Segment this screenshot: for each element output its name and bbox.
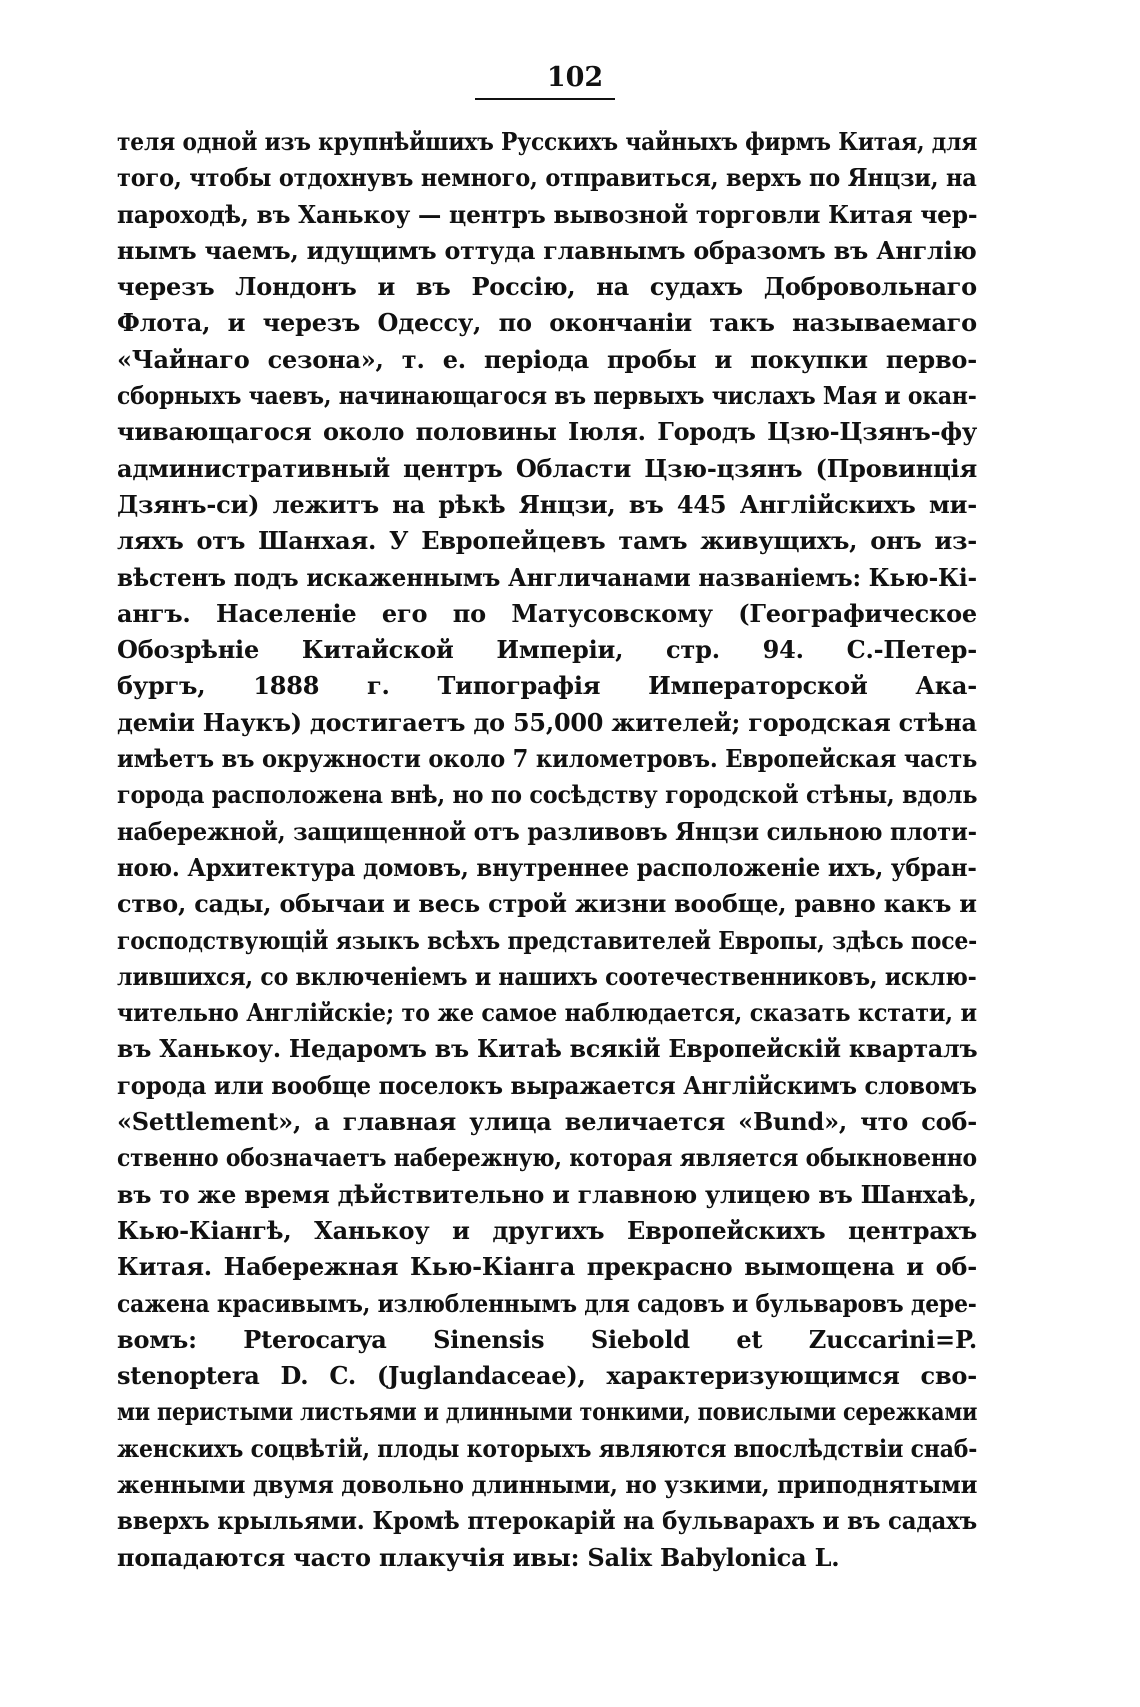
text-line: ство, сады, обычаи и весь строй жизни вообще, равно какъ и xyxy=(117,889,977,919)
text-line: Флота, и черезъ Одессу, по окончаніи такъ называемаго xyxy=(117,308,977,338)
text-line: stenoptera D. C. (Juglandaceae), характеризующимся сво- xyxy=(117,1361,977,1391)
text-line: ною. Архитектура домовъ, внутреннее расположеніе ихъ, убран- xyxy=(117,852,977,882)
text-line: нымъ чаемъ, идущимъ оттуда главнымъ образомъ въ Англію xyxy=(117,235,977,265)
text-line: Китая. Набережная Кью-Кіанга прекрасно вымощена и об- xyxy=(117,1252,977,1282)
text-line: города или вообще поселокъ выражается Англійскимъ словомъ xyxy=(117,1070,977,1100)
text-line: Дзянъ-си) лежитъ на рѣкѣ Янцзи, въ 445 Англійскихъ ми- xyxy=(117,489,977,519)
text-line: въ то же время дѣйствительно и главною улицею въ Шанхаѣ, xyxy=(117,1179,977,1209)
page-number: 102 xyxy=(546,62,604,93)
body-text xyxy=(117,124,977,1576)
text-line: теля одной изъ крупнѣйшихъ Русскихъ чайныхъ фирмъ Китая, для xyxy=(117,127,978,156)
text-line: ангъ. Населеніе его по Матусовскому (Географическое xyxy=(117,598,977,628)
text-line-last: попадаются часто плакучія ивы: Salix Babylonica L. xyxy=(117,1542,840,1572)
text-line: вѣстенъ подъ искаженнымъ Англичанами названіемъ: Кью-Кі- xyxy=(117,562,977,592)
text-line: сборныхъ чаевъ, начинающагося въ первыхъ числахъ Мая и окан- xyxy=(117,381,977,411)
text-line: деміи Наукъ) достигаетъ до 55,000 жителей; городская стѣна xyxy=(117,707,977,737)
text-line: административный центръ Области Цзю-цзянъ (Провинція xyxy=(117,453,977,483)
text-line: бургъ, 1888 г. Типографія Императорской Ака- xyxy=(117,671,977,701)
text-line: пароходѣ, въ Ханькоу — центръ вывозной торговли Китая чер- xyxy=(117,199,978,229)
page-number-rule xyxy=(475,98,615,100)
text-line: господствующій языкъ всѣхъ представителей Европы, здѣсь посе- xyxy=(117,925,978,955)
text-line: черезъ Лондонъ и въ Россію, на судахъ Добровольнаго xyxy=(117,272,977,302)
text-line: набережной, защищенной отъ разливовъ Янцзи сильною плоти- xyxy=(117,816,977,846)
text-line: ляхъ отъ Шанхая. У Европейцевъ тамъ живущихъ, онъ из- xyxy=(117,526,977,556)
text-line: лившихся, со включеніемъ и нашихъ соотечественниковъ, исклю- xyxy=(117,961,977,991)
text-line: города расположена внѣ, но по сосѣдству городской стѣны, вдоль xyxy=(117,780,978,810)
text-line: вверхъ крыльями. Кромѣ птерокарій на бульварахъ и въ садахъ xyxy=(117,1506,977,1536)
text-line: имѣетъ въ окружности около 7 километровъ. Европейская часть xyxy=(117,744,978,774)
text-line: въ Ханькоу. Недаромъ въ Китаѣ всякій Европейскій кварталъ xyxy=(117,1034,978,1064)
text-line: того, чтобы отдохнувъ немного, отправиться, верхъ по Янцзи, на xyxy=(117,163,977,193)
text-line: ми перистыми листьями и длинными тонкими, повислыми сережками xyxy=(117,1397,978,1427)
text-line: Кью-Кіангѣ, Ханькоу и другихъ Европейскихъ центрахъ xyxy=(117,1215,977,1245)
text-line: ственно обозначаетъ набережную, которая является обыкновенно xyxy=(117,1143,977,1173)
text-line: женскихъ соцвѣтій, плоды которыхъ являются впослѣдствіи снаб- xyxy=(117,1433,978,1463)
text-line: чивающагося около половины Іюля. Городъ Цзю-Цзянъ-фу xyxy=(117,417,977,447)
text-line: «Чайнаго сезона», т. е. періода пробы и покупки перво- xyxy=(117,344,977,374)
text-line: чительно Англійскіе; то же самое наблюдается, сказать кстати, и xyxy=(117,998,977,1028)
text-line: сажена красивымъ, излюбленнымъ для садовъ и бульваровъ дере- xyxy=(117,1288,977,1318)
text-line: женными двумя довольно длинными, но узкими, приподнятыми xyxy=(117,1469,978,1499)
text-line: Обозрѣніе Китайской Имперіи, стр. 94. С.-Петер- xyxy=(117,635,977,665)
text-line: вомъ: Pterocarya Sinensis Siebold et Zuccarini=P. xyxy=(117,1324,977,1354)
text-line: «Settlement», а главная улица величается «Bund», что соб- xyxy=(117,1107,977,1137)
